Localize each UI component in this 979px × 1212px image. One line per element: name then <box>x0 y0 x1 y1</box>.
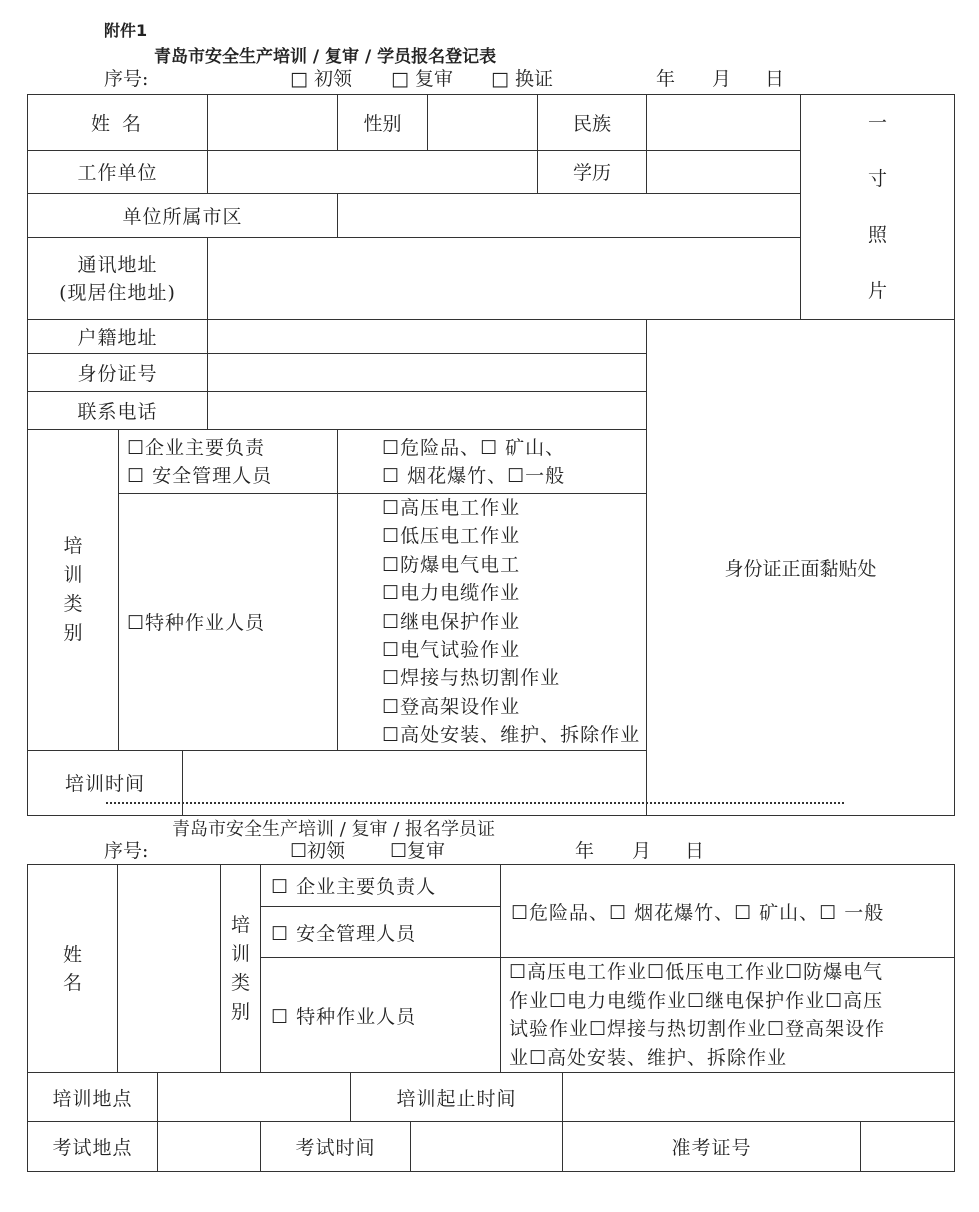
training-period-field[interactable] <box>563 1073 955 1122</box>
attachment-label: 附件1 <box>104 21 148 40</box>
photo-char-3: 照 <box>868 224 888 246</box>
card-name-field[interactable] <box>118 865 221 1073</box>
education-label: 学历 <box>538 150 647 193</box>
special-item-5[interactable]: ☐继电保护作业 <box>382 610 521 633</box>
card-special-line-2: 作业☐电力电缆作业☐继电保护作业☐高压 <box>509 989 884 1012</box>
form1-serial-label: 序号: <box>104 68 149 90</box>
gender-field[interactable] <box>428 95 538 151</box>
special-work-list[interactable] <box>338 494 647 751</box>
training-period-label: 培训起止时间 <box>351 1073 563 1122</box>
form2-date-year: 年 <box>575 840 595 862</box>
registration-table <box>27 94 955 816</box>
training-location-label: 培训地点 <box>28 1073 158 1122</box>
special-item-2[interactable]: ☐低压电工作业 <box>382 525 521 548</box>
employer-field[interactable] <box>208 150 538 193</box>
employer-label: 工作单位 <box>28 150 208 193</box>
admission-no-field[interactable] <box>861 1122 955 1172</box>
exam-time-field[interactable] <box>411 1122 563 1172</box>
option-renewal[interactable]: □ 换证 <box>491 68 553 90</box>
special-item-8[interactable]: ☐登高架设作业 <box>382 695 521 718</box>
tt-char-2: 训 <box>63 563 83 586</box>
photo-box[interactable] <box>801 95 955 320</box>
industry-line-2: ☐ 烟花爆竹、☐一般 <box>382 464 566 487</box>
cut-line <box>106 802 844 804</box>
household-field[interactable] <box>208 320 647 354</box>
card-special-line-4: 业☐高处安装、维护、拆除作业 <box>509 1046 788 1069</box>
tt-char-3: 类 <box>63 592 83 615</box>
phone-field[interactable] <box>208 392 647 430</box>
gender-label: 性别 <box>338 95 428 151</box>
address-label-line2: (现居住地址) <box>59 281 176 304</box>
id-number-label: 身份证号 <box>28 354 208 392</box>
form2-serial-label: 序号: <box>104 840 149 862</box>
ethnicity-field[interactable] <box>647 95 801 151</box>
training-type-label <box>28 430 119 751</box>
form2-date-month: 月 <box>632 840 652 862</box>
admission-no-label: 准考证号 <box>563 1122 861 1172</box>
card-tt-char-1: 培 <box>230 913 250 936</box>
card-industry-options[interactable]: ☐危险品、☐ 烟花爆竹、☐ 矿山、☐ 一般 <box>501 865 955 958</box>
card-special-work-list[interactable] <box>501 958 955 1073</box>
special-item-7[interactable]: ☐焊接与热切割作业 <box>382 667 561 690</box>
special-item-1[interactable]: ☐高压电工作业 <box>382 497 521 519</box>
manager-options[interactable] <box>119 430 338 494</box>
exam-location-field[interactable] <box>158 1122 261 1172</box>
name-label: 姓 名 <box>28 95 208 151</box>
manager-line-2: ☐ 安全管理人员 <box>127 464 273 487</box>
exam-time-label: 考试时间 <box>261 1122 411 1172</box>
card-name-char-1: 姓 <box>62 943 82 966</box>
district-label: 单位所属市区 <box>28 193 338 237</box>
tt-char-1: 培 <box>63 534 83 557</box>
card-tt-char-2: 训 <box>230 942 250 965</box>
card-tt-char-4: 别 <box>230 1000 250 1023</box>
card-special-line-1: ☐高压电工作业☐低压电工作业☐防爆电气 <box>509 961 884 983</box>
id-paste-area[interactable]: 身份证正面黏贴处 <box>647 320 955 816</box>
education-field[interactable] <box>647 150 801 193</box>
special-item-4[interactable]: ☐电力电缆作业 <box>382 582 521 605</box>
card-training-type-label <box>221 865 261 1073</box>
address-field[interactable] <box>208 238 801 320</box>
photo-char-2: 寸 <box>868 168 888 190</box>
card-name-label <box>28 865 118 1073</box>
special-item-6[interactable]: ☐电气试验作业 <box>382 639 521 662</box>
name-field[interactable] <box>208 95 338 151</box>
card-name-char-2: 名 <box>62 971 82 994</box>
address-label <box>28 238 208 320</box>
student-card-table <box>27 864 955 1172</box>
id-number-field[interactable] <box>208 354 647 392</box>
form2-option-initial[interactable]: ☐初领 <box>290 840 346 862</box>
card-special-option[interactable]: ☐ 特种作业人员 <box>261 958 501 1073</box>
ethnicity-label: 民族 <box>538 95 647 151</box>
tt-char-4: 别 <box>63 621 83 644</box>
manager-line-1: ☐企业主要负责 <box>127 436 266 459</box>
form1-date-day: 日 <box>765 68 785 90</box>
form2-title: 青岛市安全生产培训 / 复审 / 报名学员证 <box>172 819 496 840</box>
exam-location-label: 考试地点 <box>28 1122 158 1172</box>
card-manager-option[interactable]: ☐ 企业主要负责人 <box>261 865 501 907</box>
industry-line-1: ☐危险品、☐ 矿山、 <box>382 436 566 459</box>
form1-date-month: 月 <box>712 68 732 90</box>
industry-options[interactable] <box>338 430 647 494</box>
training-time-field[interactable] <box>183 750 647 815</box>
special-item-9[interactable]: ☐高处安装、维护、拆除作业 <box>382 724 641 747</box>
household-label: 户籍地址 <box>28 320 208 354</box>
training-location-field[interactable] <box>158 1073 351 1122</box>
form2-date-day: 日 <box>685 840 705 862</box>
option-initial[interactable]: □ 初领 <box>290 68 352 90</box>
photo-char-4: 片 <box>868 280 888 302</box>
form1-title: 青岛市安全生产培训 / 复审 / 学员报名登记表 <box>154 47 497 67</box>
form1-date-year: 年 <box>656 68 676 90</box>
training-time-label: 培训时间 <box>28 750 183 815</box>
card-tt-char-3: 类 <box>230 971 250 994</box>
photo-char-1: 一 <box>868 112 888 134</box>
phone-label: 联系电话 <box>28 392 208 430</box>
district-field[interactable] <box>338 193 801 237</box>
special-item-3[interactable]: ☐防爆电气电工 <box>382 553 521 576</box>
special-worker-option[interactable]: ☐特种作业人员 <box>119 494 338 751</box>
card-special-line-3: 试验作业☐焊接与热切割作业☐登高架设作 <box>509 1018 886 1040</box>
option-review[interactable]: □ 复审 <box>391 68 453 90</box>
form2-option-review[interactable]: ☐复审 <box>390 840 446 862</box>
address-label-line1: 通讯地址 <box>77 253 158 276</box>
card-safety-option[interactable]: ☐ 安全管理人员 <box>261 907 501 958</box>
